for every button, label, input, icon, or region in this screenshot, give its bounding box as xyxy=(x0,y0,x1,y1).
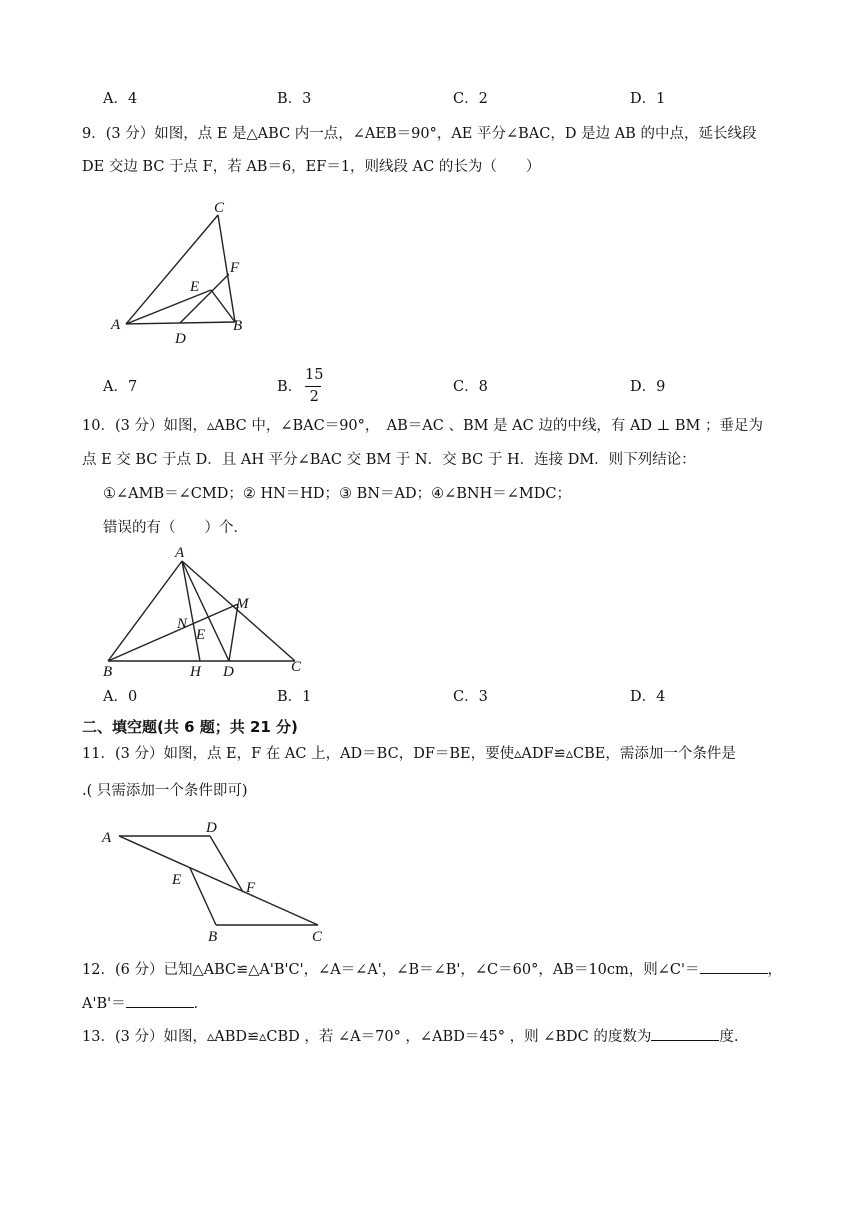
q10-label-e: E xyxy=(196,627,206,643)
q13-blank-degree[interactable] xyxy=(651,1028,719,1041)
q12-blank-angle[interactable] xyxy=(700,961,768,974)
q10-stem-line1: 10．(3 分）如图，▵ABC 中，∠BAC＝90°， AB＝AC 、BM 是 AC 边的中线，有 AD ⊥ BM ；垂足为 xyxy=(82,418,764,434)
q11-label-e: E xyxy=(172,872,182,888)
section-title: 二、填空题(共 6 题；共 21 分) xyxy=(82,718,298,736)
q9-option-b: B． xyxy=(277,379,303,395)
q11-label-a: A xyxy=(102,830,112,846)
q9-label-b: B xyxy=(233,318,243,334)
q12-line1-text: 12．(6 分）已知△ABC≌△A'B'C'，∠A＝∠A'，∠B＝∠B'，∠C＝60°，AB＝10cm，则∠C'＝ xyxy=(82,962,700,978)
q9-label-c: C xyxy=(214,200,225,216)
q11-figure xyxy=(98,818,338,943)
q9-label-f: F xyxy=(230,260,240,276)
q13-line1-end: 度. xyxy=(719,1029,739,1045)
q9-option-b-fraction xyxy=(305,368,323,404)
q12-line2-text: A'B'＝ xyxy=(82,996,126,1012)
q11-label-b: B xyxy=(208,929,218,943)
q13-line1-text: 13．(3 分）如图，▵ABD≌▵CBD ，若 ∠A＝70° ，∠ABD＝45° ，则 ∠BDC 的度数为 xyxy=(82,1029,652,1045)
q10-label-n: N xyxy=(177,616,188,632)
q9-figure xyxy=(105,197,275,347)
q10-option-c: C．3 xyxy=(453,689,488,705)
q9-fraction-denominator: 2 xyxy=(309,388,319,405)
q9-label-e: E xyxy=(190,279,200,295)
q10-figure xyxy=(95,543,325,678)
q11-label-c: C xyxy=(312,929,323,943)
q10-option-d: D．4 xyxy=(630,689,666,705)
q11-label-d: D xyxy=(206,820,217,836)
q12-line2-end: ． xyxy=(193,996,209,1012)
q10-label-c: C xyxy=(291,659,302,675)
q10-option-a: A．0 xyxy=(103,689,138,705)
q12-blank-length[interactable] xyxy=(126,995,194,1008)
q11-stem-line2: .( 只需添加一个条件即可) xyxy=(82,783,248,799)
q10-label-m: M xyxy=(236,596,249,612)
q11-stem-line1: 11．(3 分）如图，点 E，F 在 AC 上，AD＝BC，DF＝BE，要使▵ADF≌▵CBE，需添加一个条件是 xyxy=(82,746,736,762)
q10-statements: ①∠AMB＝∠CMD；② HN＝HD；③ BN＝AD；④∠BNH＝∠MDC； xyxy=(103,486,571,502)
q10-label-d: D xyxy=(223,664,234,678)
q9-option-d: D．9 xyxy=(630,379,666,395)
q13-stem-line1 xyxy=(82,1028,739,1045)
q12-stem-line1 xyxy=(82,961,782,978)
q9-fraction-numerator: 15 xyxy=(305,367,324,383)
q8-option-d: D．1 xyxy=(630,91,666,107)
q12-stem-line2 xyxy=(82,995,208,1012)
q12-line1-end: ， xyxy=(767,962,783,978)
q9-option-c: C．8 xyxy=(453,379,488,395)
q10-question: 错误的有（ ）个． xyxy=(103,520,248,536)
q8-option-c: C．2 xyxy=(453,91,488,107)
q9-option-a: A．7 xyxy=(103,379,138,395)
q11-label-f: F xyxy=(246,880,256,896)
q8-option-a: A．4 xyxy=(103,91,138,107)
q10-label-h: H xyxy=(190,664,201,678)
q9-stem-line1: 9．(3 分）如图，点 E 是△ABC 内一点，∠AEB＝90°，AE 平分∠BAC，D 是边 AB 的中点，延长线段 xyxy=(82,126,757,142)
q10-stem-line2: 点 E 交 BC 于点 D．且 AH 平分∠BAC 交 BM 于 N．交 BC 于 H．连接 DM．则下列结论： xyxy=(82,452,696,468)
q9-stem-line2: DE 交边 BC 于点 F，若 AB＝6，EF＝1，则线段 AC 的长为（ ） xyxy=(82,159,541,175)
q10-label-b: B xyxy=(103,664,113,678)
q9-label-d: D xyxy=(175,331,186,347)
q10-label-a: A xyxy=(175,545,185,561)
q10-option-b: B．1 xyxy=(277,689,312,705)
q9-label-a: A xyxy=(111,317,121,333)
q8-option-b: B．3 xyxy=(277,91,312,107)
